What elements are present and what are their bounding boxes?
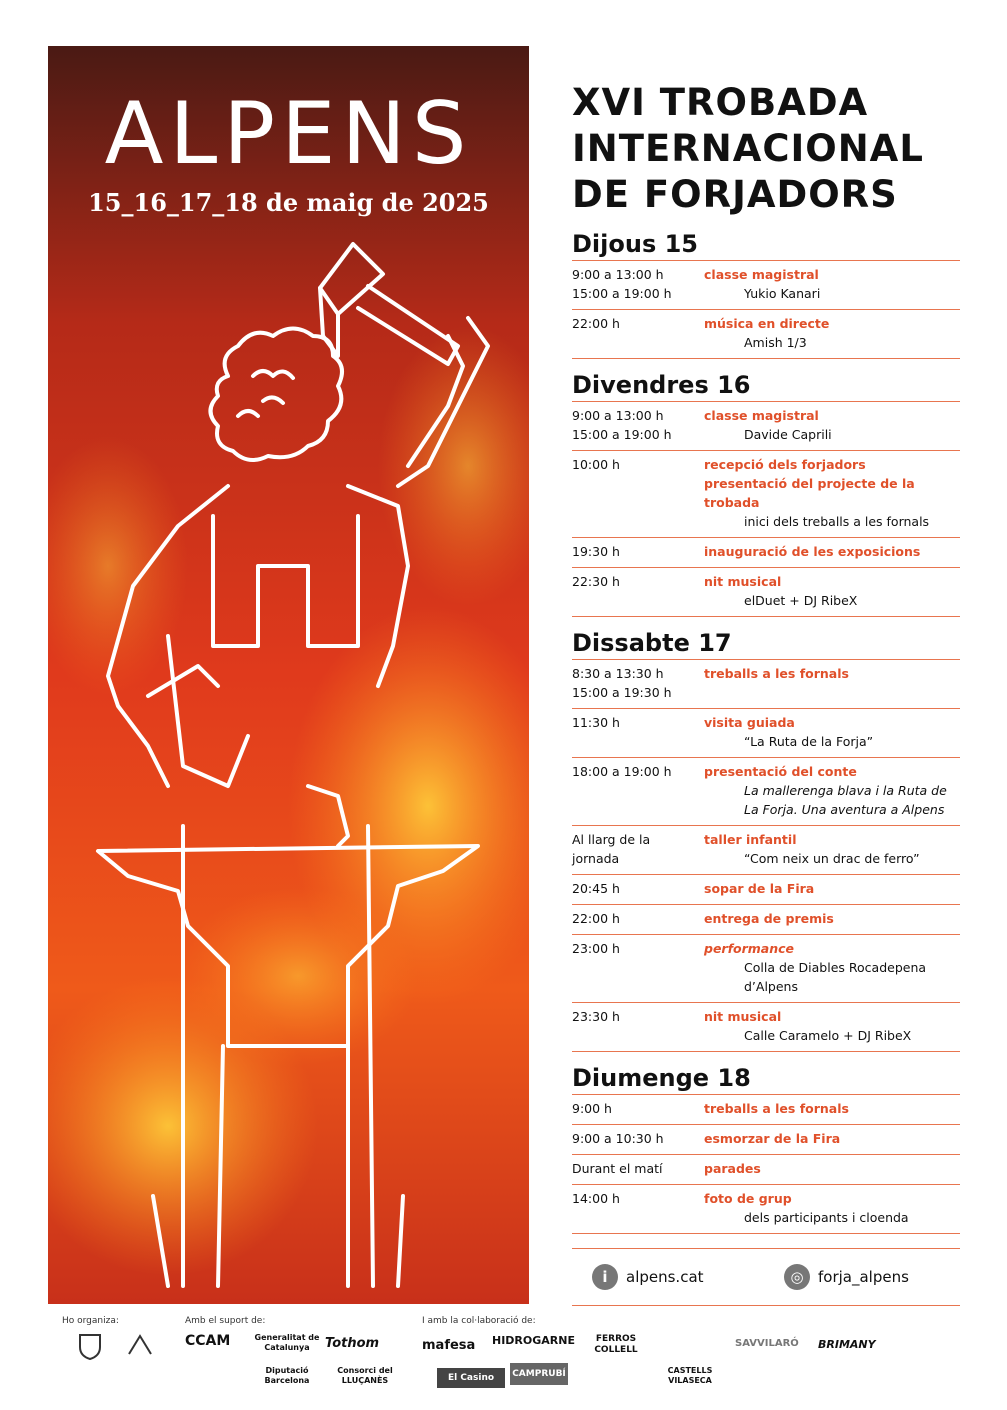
time-line: 19:30 h xyxy=(572,544,620,559)
time-line: 15:00 a 19:00 h xyxy=(572,427,672,442)
event-time xyxy=(572,664,704,702)
logo-ferros-collell: FERROS COLLELL xyxy=(594,1334,638,1355)
logo-mafesa: mafesa xyxy=(422,1338,476,1353)
event-details xyxy=(704,909,960,928)
logo-brimany: BRIMANY xyxy=(818,1338,876,1351)
logo-el-casino: El Casino xyxy=(437,1368,505,1388)
event-details xyxy=(704,314,960,352)
activity-detail: inici dels treballs a les fornals xyxy=(744,514,930,529)
event-time xyxy=(572,909,704,928)
event-details xyxy=(704,455,960,531)
day-heading: Dissabte 17 xyxy=(572,629,732,657)
logo-savvilaro: SAVVILARÓ xyxy=(735,1338,799,1349)
activity-name: sopar de la Fira xyxy=(704,881,815,896)
time-line: 23:00 h xyxy=(572,941,620,956)
logo-ccam: CCAM xyxy=(185,1333,231,1349)
activity-name: esmorzar de la Fira xyxy=(704,1131,841,1146)
event-details xyxy=(704,406,960,444)
schedule-row xyxy=(572,825,960,874)
alpens-logo xyxy=(120,1332,160,1362)
activity-name: recepció dels forjadors xyxy=(704,457,866,472)
time-line: Al llarg de la xyxy=(572,832,651,847)
activity-name: treballs a les fornals xyxy=(704,1101,849,1116)
colab-label: I amb la col·laboració de: xyxy=(422,1316,536,1326)
event-details xyxy=(704,879,960,898)
time-line: 15:00 a 19:30 h xyxy=(572,685,672,700)
time-line: 20:45 h xyxy=(572,881,620,896)
time-line: jornada xyxy=(572,851,620,866)
headline-line-3: DE FORJADORS xyxy=(572,173,898,216)
event-dates: 15_16_17_18 de maig de 2025 xyxy=(88,188,489,217)
activity-name: classe magistral xyxy=(704,267,819,282)
activity-name: nit musical xyxy=(704,1009,782,1024)
schedule-row xyxy=(572,659,960,708)
activity-detail: “La Ruta de la Forja” xyxy=(744,734,874,749)
schedule-row xyxy=(572,1094,960,1124)
schedule-row xyxy=(572,401,960,450)
schedule-row xyxy=(572,1002,960,1051)
event-time xyxy=(572,1129,704,1148)
event-poster xyxy=(48,46,529,1304)
activity-name: presentació del conte xyxy=(704,764,857,779)
event-time xyxy=(572,1007,704,1045)
activity-name: classe magistral xyxy=(704,408,819,423)
time-line: 10:00 h xyxy=(572,457,620,472)
activity-name: entrega de premis xyxy=(704,911,834,926)
schedule xyxy=(572,230,960,1234)
logo-generalitat: Generalitat de Catalunya xyxy=(254,1333,320,1352)
instagram-text: forja_alpens xyxy=(818,1268,909,1286)
activity-detail: elDuet + DJ RibeX xyxy=(744,593,858,608)
schedule-row xyxy=(572,904,960,934)
event-time xyxy=(572,265,704,303)
activity-detail: La Forja. Una aventura a Alpens xyxy=(744,802,945,817)
day-heading: Diumenge 18 xyxy=(572,1064,751,1092)
activity-detail: La mallerenga blava i la Ruta de xyxy=(744,783,947,798)
time-line: 23:30 h xyxy=(572,1009,620,1024)
suport-label: Amb el suport de: xyxy=(185,1316,266,1326)
time-line: 15:00 a 19:00 h xyxy=(572,286,672,301)
event-details xyxy=(704,1129,960,1148)
section-rule xyxy=(572,616,960,617)
event-details xyxy=(704,939,960,996)
activity-detail: Colla de Diables Rocadepena d’Alpens xyxy=(744,960,927,994)
schedule-row xyxy=(572,1184,960,1233)
activity-name: taller infantil xyxy=(704,832,797,847)
activity-detail: Calle Caramelo + DJ RibeX xyxy=(744,1028,912,1043)
time-line: 9:00 a 10:30 h xyxy=(572,1131,664,1146)
event-details xyxy=(704,713,960,751)
time-line: 9:00 h xyxy=(572,1101,612,1116)
website-text: alpens.cat xyxy=(626,1268,704,1286)
activity-detail: dels participants i cloenda xyxy=(744,1210,909,1225)
event-time xyxy=(572,830,704,868)
event-details xyxy=(704,572,960,610)
event-time xyxy=(572,939,704,996)
event-details xyxy=(704,265,960,303)
time-line: 9:00 a 13:00 h xyxy=(572,267,664,282)
time-line: 9:00 a 13:00 h xyxy=(572,408,664,423)
event-details xyxy=(704,1159,960,1178)
activity-name: performance xyxy=(704,941,795,956)
schedule-row xyxy=(572,708,960,757)
program-column xyxy=(572,80,960,1234)
time-line: Durant el matí xyxy=(572,1161,663,1176)
event-details xyxy=(704,1007,960,1045)
schedule-row xyxy=(572,450,960,537)
event-time xyxy=(572,542,704,561)
schedule-row xyxy=(572,567,960,616)
schedule-row xyxy=(572,1124,960,1154)
event-time xyxy=(572,879,704,898)
headline-line-2: INTERNACIONAL xyxy=(572,127,924,170)
event-time xyxy=(572,406,704,444)
schedule-row xyxy=(572,260,960,309)
activity-detail: “Com neix un drac de ferro” xyxy=(744,851,920,866)
time-line: 8:30 a 13:30 h xyxy=(572,666,664,681)
activity-detail: Amish 1/3 xyxy=(744,335,807,350)
event-time xyxy=(572,572,704,610)
day-heading: Dijous 15 xyxy=(572,230,698,258)
logo-tothom: Tothom xyxy=(325,1336,380,1351)
schedule-row xyxy=(572,934,960,1002)
contacts-bar xyxy=(572,1248,960,1306)
logo-diputacio: Diputació Barcelona xyxy=(264,1366,310,1385)
event-details xyxy=(704,830,960,868)
event-details xyxy=(704,762,960,819)
event-time xyxy=(572,1099,704,1118)
activity-name: visita guiada xyxy=(704,715,795,730)
ajuntament-crest-logo xyxy=(70,1332,110,1362)
time-line: 22:00 h xyxy=(572,911,620,926)
logo-consorci: Consorci del LLUÇANÈS xyxy=(337,1366,393,1385)
website-link[interactable] xyxy=(572,1264,764,1290)
time-line: 11:30 h xyxy=(572,715,620,730)
time-line: 22:00 h xyxy=(572,316,620,331)
time-line: 18:00 a 19:00 h xyxy=(572,764,672,779)
town-title: ALPENS xyxy=(104,84,473,184)
event-time xyxy=(572,762,704,819)
section-rule xyxy=(572,1051,960,1052)
event-time xyxy=(572,1159,704,1178)
logo-camprubi: CAMPRUBÍ xyxy=(510,1363,568,1385)
schedule-row xyxy=(572,757,960,825)
day-heading: Divendres 16 xyxy=(572,371,751,399)
activity-detail: Davide Caprili xyxy=(744,427,832,442)
event-time xyxy=(572,314,704,352)
logo-hidrogarne: HIDROGARNE xyxy=(492,1334,575,1347)
activity-name: nit musical xyxy=(704,574,782,589)
schedule-row xyxy=(572,309,960,358)
fire-background xyxy=(48,46,529,1304)
instagram-link[interactable] xyxy=(764,1264,956,1290)
section-rule xyxy=(572,358,960,359)
section-rule xyxy=(572,1233,960,1234)
event-time xyxy=(572,1189,704,1227)
activity-detail: Yukio Kanari xyxy=(744,286,821,301)
instagram-icon: ◎ xyxy=(784,1264,810,1290)
activity-name: parades xyxy=(704,1161,761,1176)
logo-castells: CASTELLS VILASECA xyxy=(667,1366,713,1385)
time-line: 14:00 h xyxy=(572,1191,620,1206)
activity-name: foto de grup xyxy=(704,1191,792,1206)
event-details xyxy=(704,542,960,561)
event-time xyxy=(572,455,704,531)
activity-name: presentació del projecte de la trobada xyxy=(704,476,915,510)
headline-line-1: XVI TROBADA xyxy=(572,81,869,124)
event-details xyxy=(704,664,960,702)
activity-name: inauguració de les exposicions xyxy=(704,544,921,559)
schedule-row xyxy=(572,1154,960,1184)
time-line: 22:30 h xyxy=(572,574,620,589)
activity-name: música en directe xyxy=(704,316,830,331)
event-details xyxy=(704,1099,960,1118)
schedule-row xyxy=(572,537,960,567)
event-details xyxy=(704,1189,960,1227)
schedule-row xyxy=(572,874,960,904)
organiza-label: Ho organiza: xyxy=(62,1316,119,1326)
activity-name: treballs a les fornals xyxy=(704,666,849,681)
headline xyxy=(572,80,960,218)
event-time xyxy=(572,713,704,751)
info-icon: i xyxy=(592,1264,618,1290)
